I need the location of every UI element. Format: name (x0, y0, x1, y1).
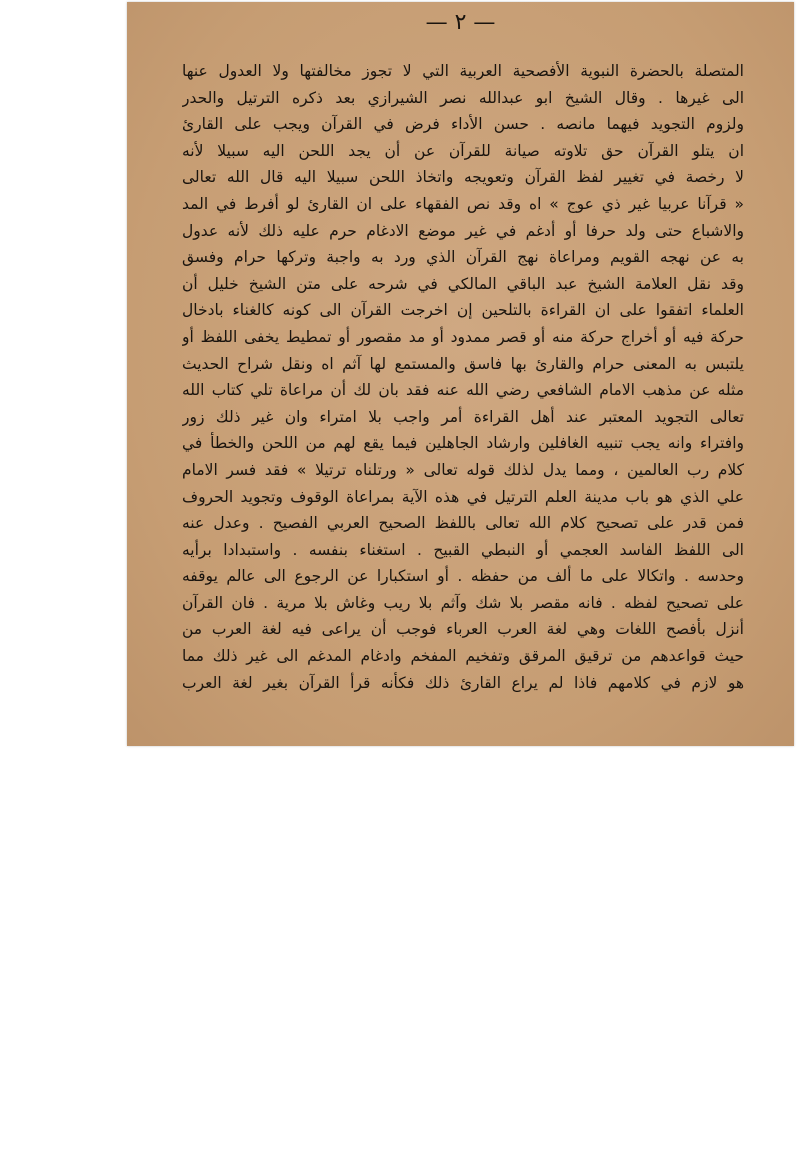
text-line: يلتبس به المعنى حرام والقارئ بها فاسق والمستمع لها آثم اه ونقل شراح الحديث (182, 354, 744, 373)
text-line: وحدسه . واتكالا على ما ألف من حفظه . أو استكبارا عن الرجوع الى عالم يوقفه (182, 567, 744, 586)
text-line: والاشباع حتى ولد حرفا أو أدغم في غير موضع الادغام حرم عليه ذلك لأنه عدول (182, 221, 744, 240)
text-line: هو لازم في كلامهم فاذا لم يراع القارئ ذلك فكأنه قرأ القرآن بغير لغة العرب (182, 673, 744, 692)
text-line: مثله عن مذهب الامام الشافعي رضي الله عنه فقد بان لك أن مراعاة تلي كتاب الله (182, 381, 744, 400)
scanned-page (127, 2, 794, 746)
text-line: وقد نقل العلامة الشيخ عبد الباقي المالكي في شرحه على متن الشيخ خليل أن (182, 274, 744, 293)
text-line: العلماء اتفقوا على ان القراءة بالتلحين إن اخرجت القرآن الى كونه كالغناء بادخال (182, 301, 744, 320)
text-line: فمن قدر على تصحيح كلام الله تعالى باللفظ الصحيح العربي الفصيح . وعدل عنه (182, 514, 744, 533)
text-line: ان يتلو القرآن حق تلاوته صيانة للقرآن عن أن يجد اللحن اليه سبيلا لأنه (182, 141, 744, 160)
text-line: الى غيرها . وقال الشيخ ابو عبدالله نصر الشيرازي بعد ذكره الترتيل والحدر (182, 88, 744, 107)
text-line: حيث قواعدهم من ترقيق المرقق وتفخيم المفخم وادغام المدغم الى غير ذلك مما (182, 647, 744, 666)
body-text (182, 58, 744, 696)
text-line: كلام رب العالمين ، ومما يدل لذلك قوله تعالى « ورتلناه ترتيلا » فقد فسر الامام (182, 460, 744, 479)
text-line: وافتراء وانه يجب تنبيه الغافلين وارشاد الجاهلين فيما يقع لهم من اللحن والخطأ في (182, 434, 744, 453)
text-line: أنزل بأفصح اللغات وهي لغة العرب العرباء فوجب أن يراعى فيه لغة العرب من (182, 620, 744, 639)
text-line: الى اللفظ الفاسد العجمي أو النبطي القبيح . استغناء بنفسه . واستبدادا برأيه (182, 540, 744, 559)
text-line: « قرآنا عربيا غير ذي عوج » اه وقد نص الفقهاء على ان القارئ لو أفرط في المد (182, 194, 744, 213)
text-line: لا رخصة في تغيير لفظ القرآن وتعويجه واتخاذ اللحن سبيلا اليه قال الله تعالى (182, 168, 744, 187)
text-line: على تصحيح لفظه . فانه مقصر بلا شك وآثم بلا ريب وغاش بلا مرية . فان القرآن (182, 593, 744, 612)
text-line: تعالى التجويد المعتبر عند أهل القراءة أمر واجب بلا امتراء وان غير ذلك زور (182, 407, 744, 426)
text-line: علي الذي هو باب مدينة العلم الترتيل في هذه الآية بمراعاة الوقوف وتجويد الحروف (182, 487, 744, 506)
text-line: ولزوم التجويد فيهما مانصه . حسن الأداء فرض في القرآن ويجب على القارئ (182, 115, 744, 134)
text-line: حركة فيه أو أخراج حركة منه أو قصر ممدود أو مد مقصور أو تمطيط يخفى اللفظ أو (182, 327, 744, 346)
text-line: المتصلة بالحضرة النبوية الأفصحية العربية التي لا تجوز مخالفتها ولا العدول عنها (182, 62, 744, 80)
page-number: — ٢ — (425, 10, 496, 35)
text-line: به عن نهجه القويم ومراعاة نهج القرآن الذي ورد به واجبة وتركها حرام وفسق (182, 248, 744, 267)
